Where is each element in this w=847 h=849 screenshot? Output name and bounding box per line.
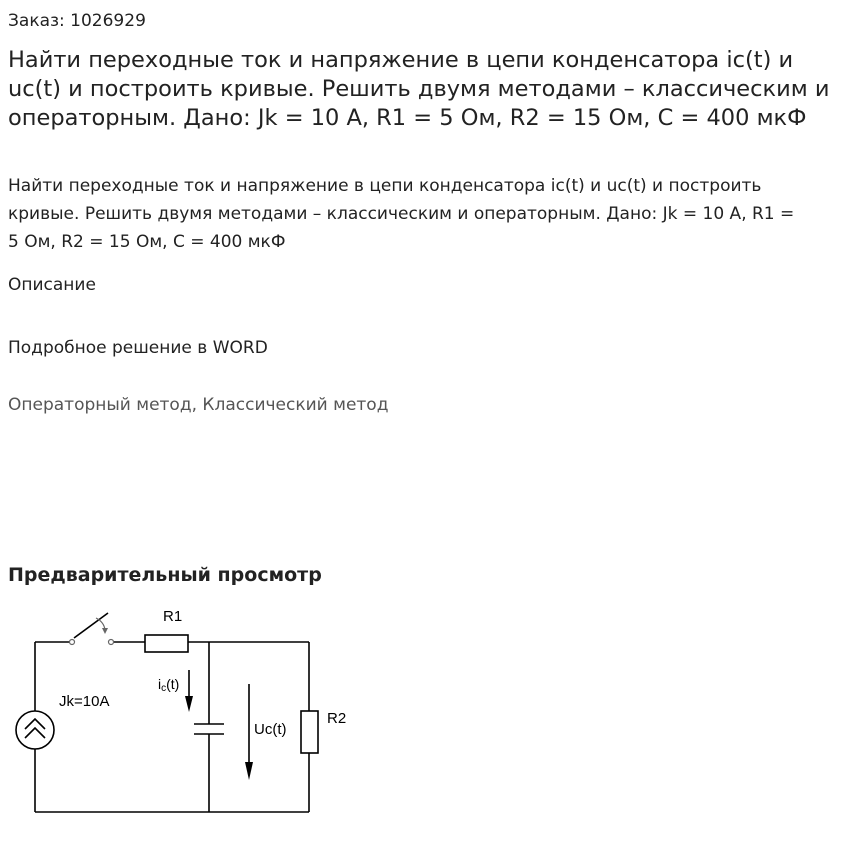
current-label: ic(t)	[158, 676, 180, 694]
resistor-r2	[301, 711, 318, 753]
switch-arrow-head	[102, 628, 108, 634]
circuit-diagram	[8, 600, 368, 820]
switch-contact-right	[109, 640, 114, 645]
r2-label: R2	[327, 710, 347, 727]
order-number: Заказ: 1026929	[8, 11, 146, 31]
tag-list	[8, 394, 388, 416]
current-source	[16, 711, 54, 749]
switch-contact-left	[70, 640, 75, 645]
description-section-label: Описание	[8, 275, 96, 295]
source-arrow-lower	[25, 728, 45, 738]
preview-heading: Предварительный просмотр	[8, 564, 322, 586]
tag-operator-method[interactable]: Операторный метод	[8, 395, 192, 415]
voltage-arrow-head	[245, 762, 253, 780]
current-arrow-head	[185, 696, 193, 712]
source-label: Jk=10A	[59, 693, 110, 710]
voltage-label: Uc(t)	[254, 721, 287, 738]
tag-separator: ,	[191, 395, 203, 415]
tag-classical-method[interactable]: Классический метод	[202, 395, 389, 415]
resistor-r1	[145, 635, 188, 652]
solution-format-note: Подробное решение в WORD	[8, 338, 268, 358]
page-title: Найти переходные ток и напряжение в цепи конденсатора ic(t) и uc(t) и построить кривые. Решить двумя методами – классическим и операторным. Дано: Jk = 10 A, R1 = 5 Ом, R2 = 15 Ом, C = 400 мкФ	[8, 47, 830, 131]
r1-label: R1	[163, 608, 183, 625]
task-description: Найти переходные ток и напряжение в цепи конденсатора ic(t) и uc(t) и построить кривые. Решить двумя методами – классическим и операторным. Дано: Jk = 10 A, R1 = 5 Ом, R2 = 15 Ом, C = 400 мкФ	[8, 176, 795, 252]
switch-blade	[74, 613, 108, 638]
